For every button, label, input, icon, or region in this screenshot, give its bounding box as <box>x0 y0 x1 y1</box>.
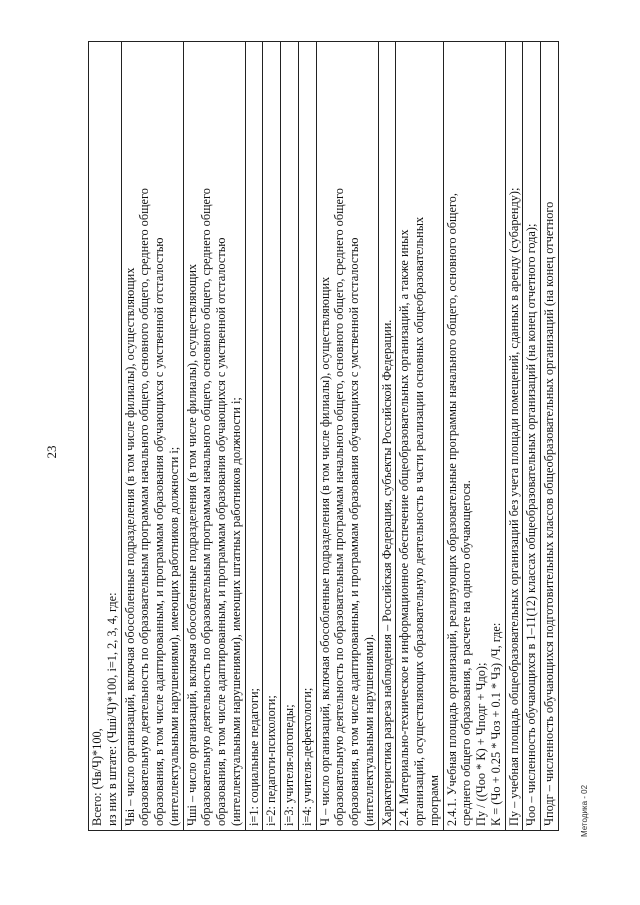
table-cell <box>245 42 263 831</box>
table-cell <box>396 42 443 831</box>
table-body <box>89 42 559 831</box>
table-row <box>298 42 316 831</box>
content-table <box>88 41 559 831</box>
cell-line: организаций, осуществляющих образовательную деятельность в части реализации основных общеобразовательных <box>412 216 426 826</box>
cell-line: Чоо – численность обучающихся в 1–11(12) классах общеобразовательных организаций (на конец отчетного года); <box>524 223 539 826</box>
table-cell <box>443 42 505 831</box>
cell-line: из них в штате: (Чшi/Ч)*100, i=1, 2, 3, 4, где: <box>104 592 119 826</box>
table-row <box>89 42 122 831</box>
cell-line: Ч – число организаций, включая обособленные подразделения (в том числе филиалы), осуществляющих <box>317 276 332 826</box>
cell-line: Чвi – число организаций, включая обособленные подразделения (в том числе филиалы), осуществляющих <box>122 267 137 826</box>
cell-line: 2.4.1. Учебная площадь организаций, реализующих образовательные программы начального общего, основного общего, <box>444 193 459 826</box>
table-row <box>183 42 245 831</box>
table-row <box>378 42 396 831</box>
cell-line: образовательную деятельность по образовательным программам начального общего, основного общего, среднего общего <box>199 188 214 826</box>
table-cell <box>298 42 316 831</box>
table-row <box>443 42 505 831</box>
cell-line: i=1: социальные педагоги; <box>246 688 261 826</box>
cell-line: Пу / ((Чоо * К) + Чподг + Чдо); <box>474 662 488 826</box>
table-row <box>121 42 183 831</box>
table-row <box>505 42 523 831</box>
table-row <box>523 42 541 831</box>
table-cell <box>183 42 245 831</box>
table-cell <box>541 42 559 831</box>
cell-line: (интеллектуальными нарушениями). <box>361 634 376 826</box>
cell-line: Чподг – численность обучающихся подготовительных классов общеобразовательных организаций (на конец отчетного <box>542 201 556 826</box>
cell-line: (интеллектуальными нарушениями), имеющих работников должности i; <box>166 446 181 826</box>
table-cell <box>263 42 281 831</box>
cell-line: Пу – учебная площадь общеобразовательных организаций без учета площади помещений, сданных в аренду (субаренду); <box>506 187 521 826</box>
table-row <box>541 42 559 831</box>
table-cell <box>121 42 183 831</box>
table-row <box>245 42 263 831</box>
table-cell <box>89 42 122 831</box>
cell-line: образовательную деятельность по образовательным программам начального общего, основного общего, среднего общего <box>332 188 347 826</box>
cell-line: образования, в том числе адаптированным, и программам образования обучающихся с умственной отсталостью <box>347 237 361 826</box>
table-cell <box>505 42 523 831</box>
cell-line: Чшi – число организаций, включая обособленные подразделения (в том числе филиалы), осуществляющих <box>184 263 199 826</box>
cell-line: Всего: (Чв/Ч)*100, <box>90 728 104 826</box>
cell-line: образования, в том числе адаптированным, и программам образования обучающихся с умственной отсталостью <box>214 237 228 826</box>
cell-line: среднего общего образования, в расчете на одного обучающегося. <box>459 480 474 826</box>
table-cell <box>281 42 299 831</box>
table-row <box>281 42 299 831</box>
table-row <box>263 42 281 831</box>
cell-line: i=4: учителя-дефектологи; <box>299 687 314 826</box>
table-cell <box>316 42 378 831</box>
cell-line: i=2: педагоги-психологи; <box>264 695 279 826</box>
cell-line: i=3: учителя-логопеды; <box>282 704 296 826</box>
table-cell <box>378 42 396 831</box>
cell-line: программ <box>426 774 441 826</box>
cell-line: К = (Чо + 0.25 * Чоз + 0.1 * Чз) /Ч, где: <box>488 622 503 826</box>
footer-note: Методика - 02 <box>580 784 589 837</box>
cell-line: (интеллектуальными нарушениями), имеющих штатных работников должности i; <box>228 397 243 826</box>
cell-line: образования, в том числе адаптированным, и программам образования обучающихся с умственной отсталостью <box>152 237 166 826</box>
cell-line: Характеристика разреза наблюдения – Российская Федерация, субъекты Российской Федерации. <box>379 319 394 826</box>
cell-line: 2.4. Материально-техническое и информационное обеспечение общеобразовательных организаций, а также иных <box>397 229 412 826</box>
rotated-page <box>40 27 600 877</box>
table-cell <box>523 42 541 831</box>
table-row <box>396 42 443 831</box>
cell-line: образовательную деятельность по образовательным программам начального общего, основного общего, среднего общего <box>137 188 152 826</box>
page-number: 23 <box>44 445 59 459</box>
table-row <box>316 42 378 831</box>
